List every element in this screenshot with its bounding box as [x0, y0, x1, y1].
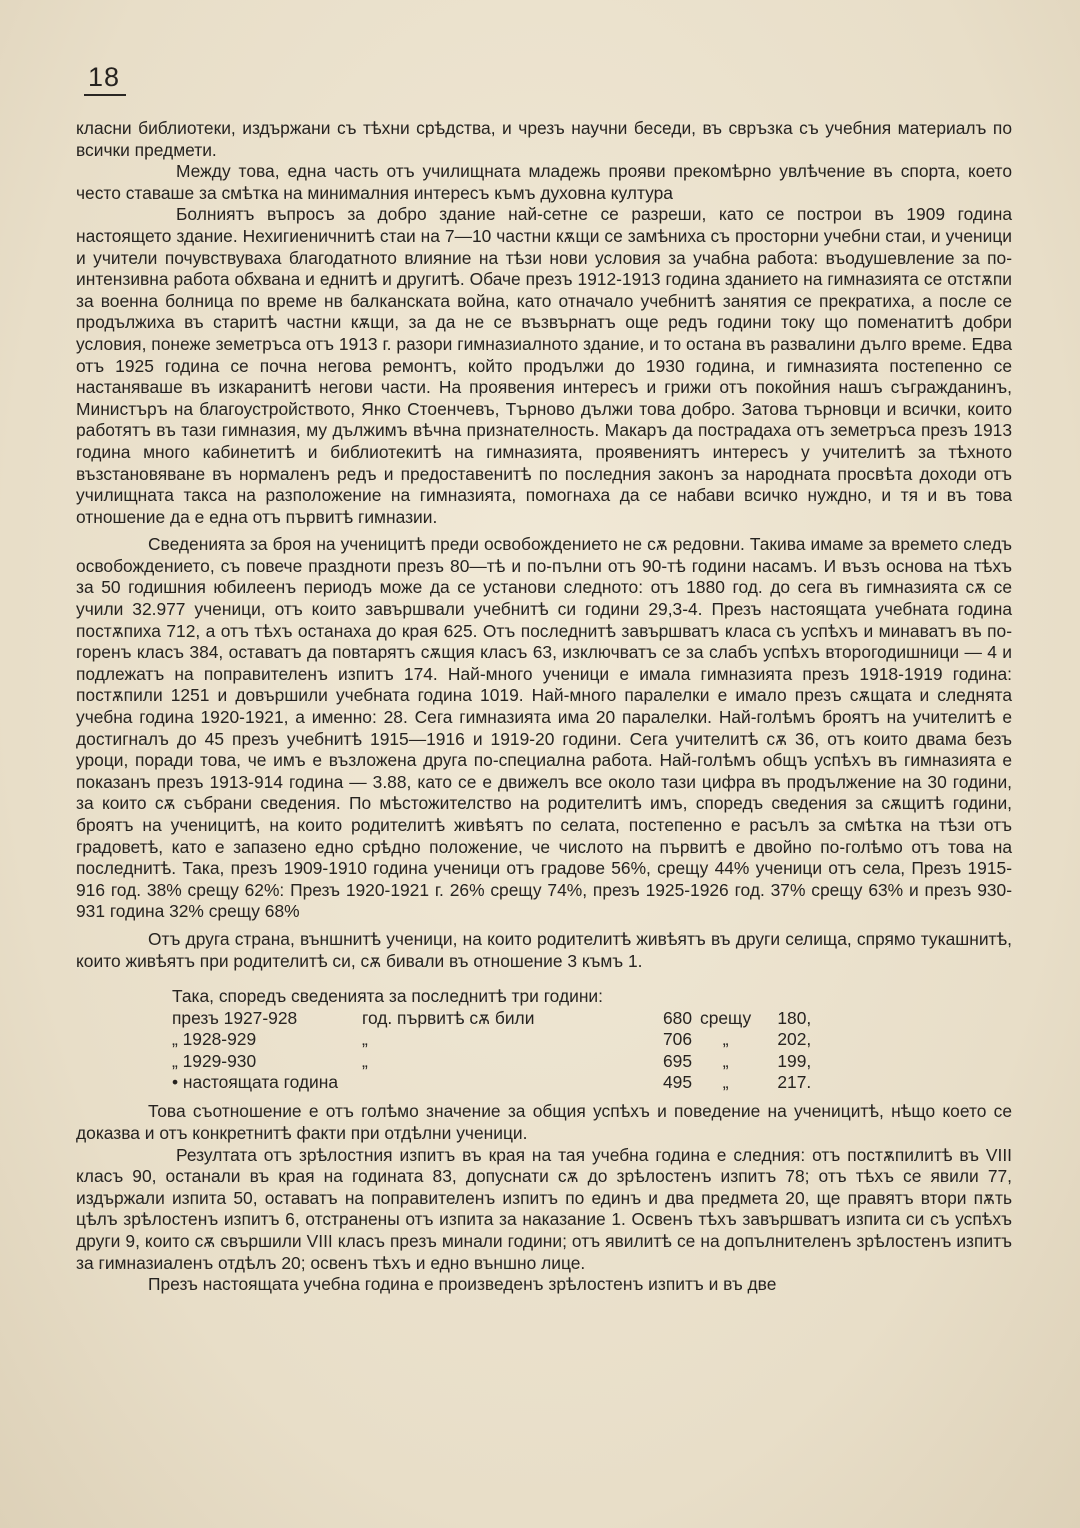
paragraph-8: Презъ настоящата учебна година е произведенъ зрѣлостенъ изпитъ и въ две [148, 1274, 777, 1295]
table-cell: 217. [777, 1071, 812, 1092]
table-cell: • настоящата година [172, 1071, 339, 1092]
paragraph-4: Сведенията за броя на ученицитѣ преди освобождението не сѫ редовни. Такива имаме за времето следъ освобождението, съ повече праздноти презъ 80—тѣ и по-пълни отъ 90-тѣ години насамъ. И възъ основа на тѣхъ за 50 годишния юбилеенъ периодъ може да се установи следното: отъ 1880 год. до сега въ гимназията сѫ се учили 32.977 ученици, отъ които завършвали учебнитѣ си години 29,3-4. Презъ настоящата учебната година постѫпиха 712, а отъ тѣхъ останаха до края 625. Отъ последнитѣ завършватъ класа съ успѣхъ и минаватъ въ по-горенъ класъ 384, оставатъ да повтарятъ сѫщия класъ 63, изключватъ се за слабъ успѣхъ второгодишници — 4 и подлежатъ на поправителенъ изпитъ 174. Най-много ученици е имала гимназията презъ 1918-1919 година: постѫпили 1251 и довършили учебната година 1019. Най-много паралелки е имало презъ сѫщата и следнята учебна година 1920-1921, а именно: 28. Сега гимназията има 20 паралелки. Най-голѣмъ броятъ на учителитѣ е достигналъ до 45 презъ учебнитѣ 1915—1916 и 1919-20 години. Сега учителитѣ сѫ 36, отъ които двама безъ уроци, поради това, че имъ е възложена друга по-специална работа. Най-голѣмъ общъ успѣхъ въ гимназията е показанъ презъ 1913-914 година — 3.88, като се е движелъ все около тази цифра въ продължение на 30 години, за които сѫ събрани сведения. По мѣстожителство на родителитѣ имъ, споредъ сведения за сѫщитѣ години, броятъ на ученицитѣ, на които родителитѣ живѣятъ по селата, постепенно е расълъ за смѣтка на тѣзи отъ градоветѣ, като е запазено едно срѣдно положение, че числото на първитѣ е двойно по-голѣмо отъ това на последнитѣ. Така, презъ 1909-1910 година ученици отъ градове 56%, срещу 44% ученици отъ села, Презъ 1915-916 год. 38% срещу 62%: Презъ 1920-1921 г. 26% срещу 74%, презъ 1925-1926 год. 37% срещу 63% и презъ 930-931 година 32% срещу 68% [76, 534, 1012, 922]
table-cell: 706 [662, 1029, 692, 1050]
table-row [172, 1029, 811, 1050]
table-cell: „ [362, 1050, 368, 1071]
table-cell: 180, [777, 1007, 812, 1028]
table-cell: „ [722, 1050, 729, 1071]
table-cell: год. първитѣ сѫ били [362, 1007, 535, 1028]
table-cell: срещу [700, 1007, 752, 1028]
table-row [172, 1008, 811, 1029]
table-cell: „ 1928-929 [172, 1029, 257, 1050]
paragraph-1: класни библиотеки, издържани съ тѣхни срѣдства, и чрезъ научни беседи, въ свръзка съ учебния материалъ по всички предмети. [76, 118, 1012, 160]
table-cell: 202, [777, 1029, 812, 1050]
table-row [172, 1072, 811, 1093]
table-cell: 199, [777, 1050, 812, 1071]
body-text [76, 118, 1012, 1296]
table-cell: „ [362, 1029, 368, 1050]
table-cell [362, 1072, 632, 1093]
table-cell: презъ 1927-928 [172, 1007, 298, 1028]
table-cell: 495 [662, 1071, 692, 1092]
table-cell: „ [722, 1029, 729, 1050]
paragraph-3: Болниятъ въпросъ за добро здание най-сетне се разреши, като се построи въ 1909 година настоящето здание. Нехигиеничнитѣ стаи на 7—10 частни кѫщи се замѣниха съ просторни учебни стаи, и ученици и учители почувствуваха благодатното влияние на тѣзи нови условия за учабна работа: въодушевление за по-интензивна работа обхвана и еднитѣ и другитѣ. Обаче презъ 1912-1913 година зданието на гимназията се отстѫпи за военна болница по време нв балканската война, като отначало учебнитѣ занятия се прекратиха, а после се продължиха въ старитѣ частни кѫщи, за да не се възвърнатъ още редъ години току що поменатитѣ добри условия, понеже земетръса отъ 1913 г. разори гимназиалното здание, и то остана въ развалини дълго време. Едва отъ 1925 година се почна негова ремонтъ, който продължи до 1930 година, и гимназията постепенно се настаняваше въ изкаранитѣ негови части. На проявения интересъ и грижи отъ покойния нашъ съгражданинъ, Министъръ на благоустройството, Янко Стоенчевъ, Търново дължи това добро. Затова търновци и всички, които работятъ въ тази гимназия, му дължимъ вѣчна признателность. Макаръ да пострадаха отъ земетръса презъ 1913 година много кабинетитѣ и библиотекитѣ на гимназията, проявениятъ интересъ у учителитѣ за тѣхното възстановяване въ нормаленъ редъ и предоставенитѣ по последния законъ за народната просвѣта доходи отъ училищната такса на разположение на гимназията, помогнаха да се набави всичко нуждно, и тя и въ това отношение да е една отъ първитѣ гимназии. [76, 204, 1012, 527]
table-cell: „ 1929-930 [172, 1050, 257, 1071]
page-number: 18 [84, 62, 126, 96]
stats-table [172, 1008, 811, 1094]
paragraph-7: Резултата отъ зрѣлостния изпитъ въ края на тая учебна година е следния: отъ постѫпилитѣ въ VIII класъ 90, останали въ края на годината 83, допуснати сѫ до зрѣлостенъ изпитъ 78; отъ тѣхъ се явили 77, издържали изпита 50, оставатъ на поправителенъ изпитъ по единъ и два предмета 20, ще правятъ втори пѫть цѣлъ зрѣлостенъ изпитъ 6, отстранены отъ изпита за наказание 1. Освенъ тѣхъ завършватъ изпита си съ успѣхъ други 9, които сѫ свършили VIII класъ презъ минали години; отъ явилитѣ се на допълнителенъ зрѣлостенъ изпитъ за гимназиаленъ отдѣлъ 20; освенъ тѣхъ и едно външно лице. [76, 1144, 1012, 1273]
table-cell: 695 [662, 1050, 692, 1071]
stats-table-block [172, 986, 1012, 1093]
table-cell: 680 [662, 1007, 692, 1028]
paragraph-2: Между това, една часть отъ училищната младежь прояви прекомѣрно увлѣчение въ спорта, което често ставаше за смѣтка на минималния интересъ къмъ духовна култура [76, 161, 1012, 203]
paragraph-5: Отъ друга страна, външнитѣ ученици, на които родителитѣ живѣятъ въ други селища, спрямо тукашнитѣ, които живѣятъ при родителитѣ си, сѫ бивали въ отношение 3 къмъ 1. [76, 928, 1012, 971]
table-row [172, 1051, 811, 1072]
table-cell: „ [722, 1071, 729, 1092]
paragraph-6: Това съотношение е отъ голѣмо значение за общия успѣхъ и поведение на ученицитѣ, нѣщо което се доказва и отъ конкретнитѣ факти при отдѣлни ученици. [76, 1101, 1012, 1143]
table-intro: Така, споредъ сведенията за последнитѣ три години: [172, 986, 603, 1007]
